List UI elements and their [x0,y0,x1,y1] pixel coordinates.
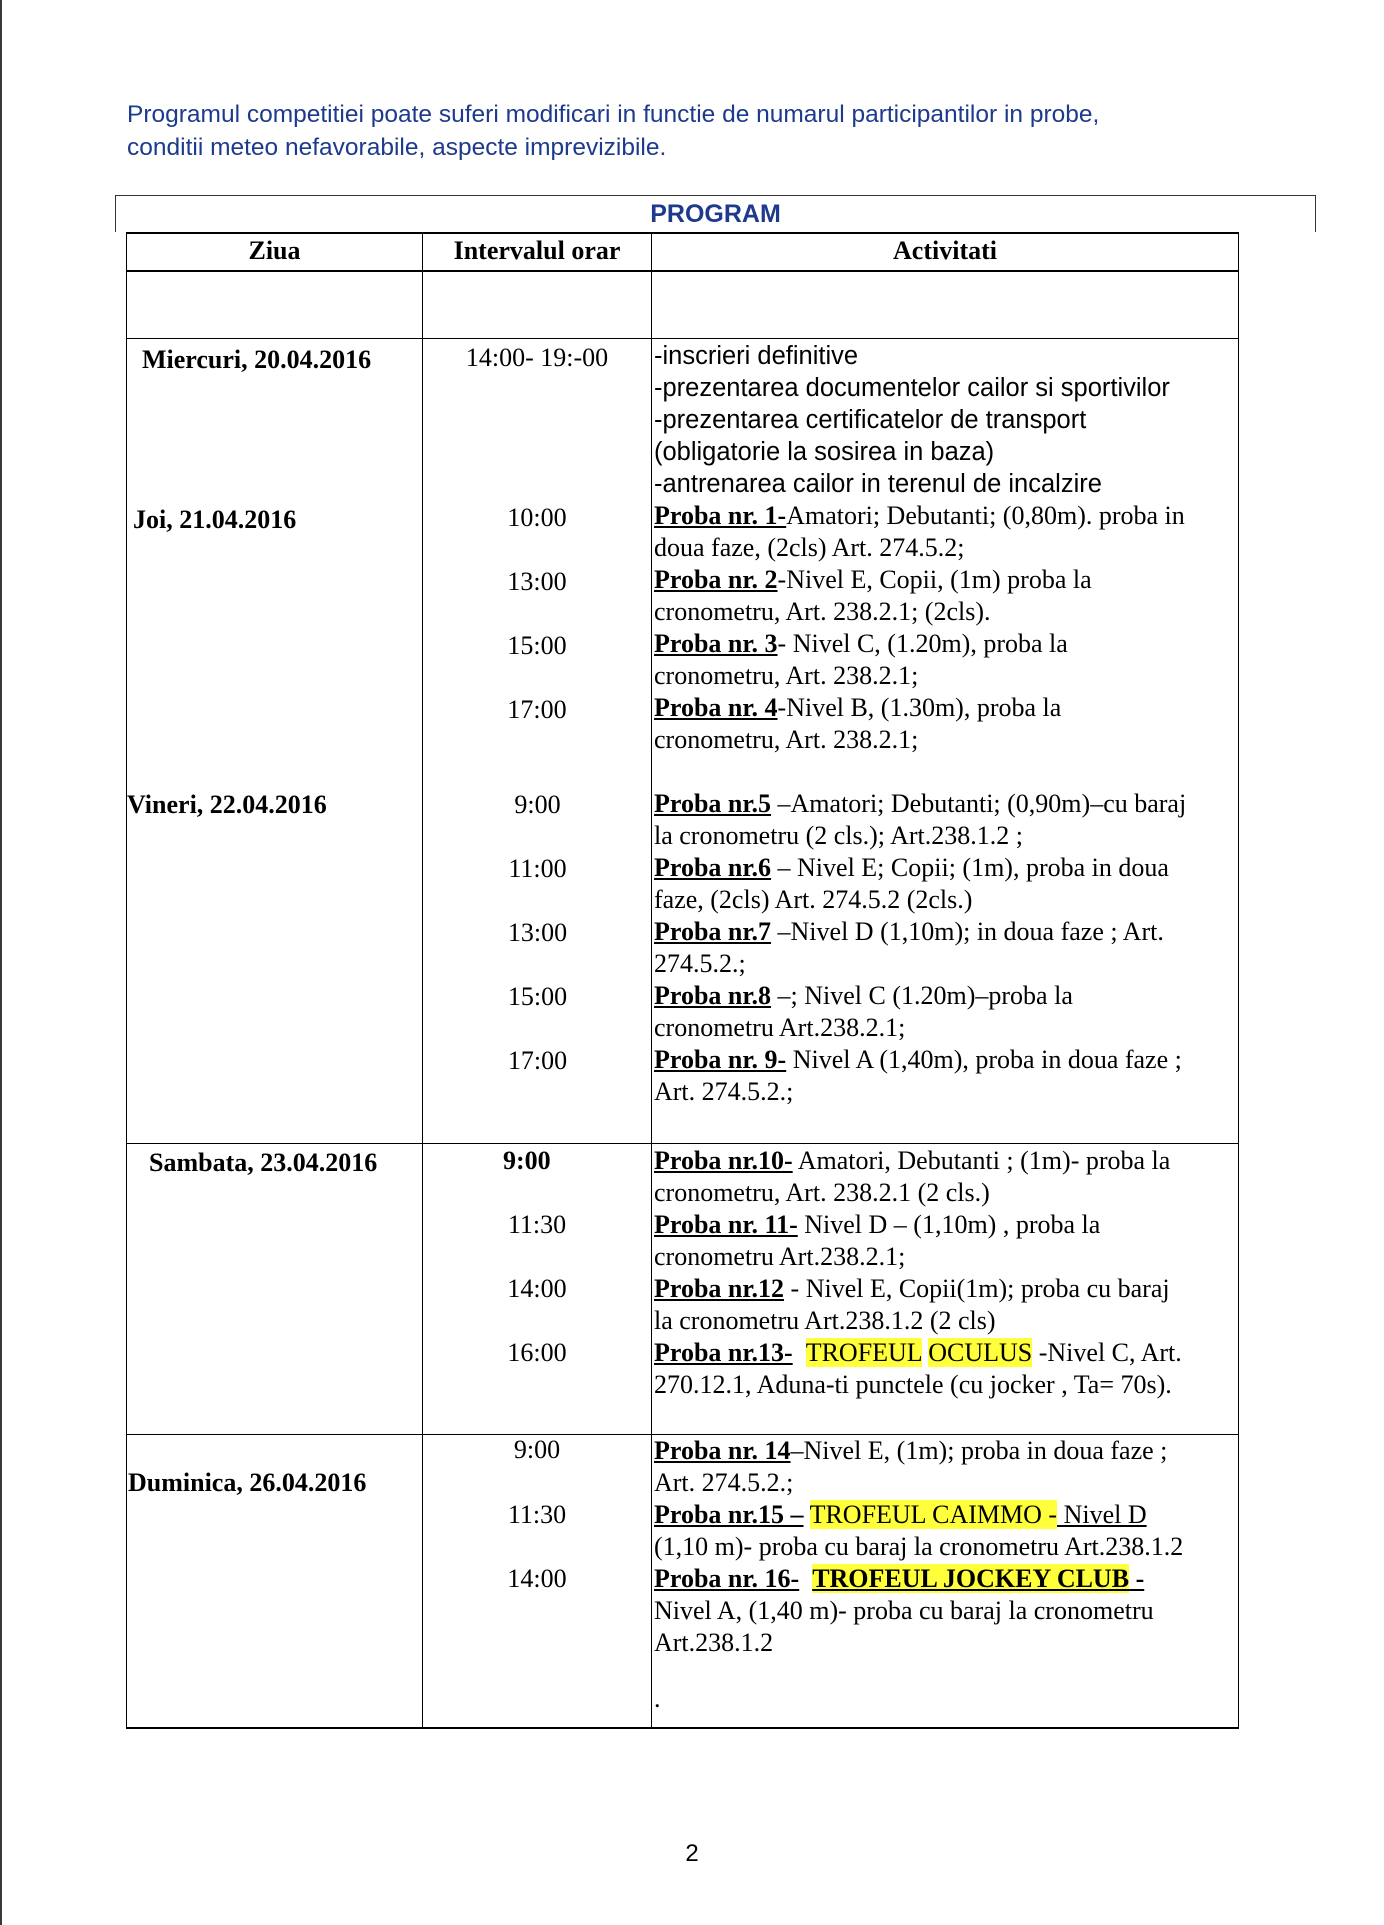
time-label: 13:00 [507,567,567,596]
time-label: 15:00 [507,631,567,660]
activity-line: Art. 274.5.2.; [654,1468,794,1497]
probe-label: Proba nr.6 [654,853,772,882]
activities-cell [652,1144,1239,1435]
trophy-highlight: TROFEUL CAIMMO [809,1500,1042,1529]
trophy-highlight: OCULUS [928,1338,1033,1367]
probe-label: Proba nr. 4 [654,693,778,722]
activity-line: (obligatorie la sosirea in baza) [654,438,995,466]
activity-line: Proba nr. 3- Nivel C, (1.20m), proba la [654,629,1068,658]
header-activities: Activitati [652,233,1239,271]
activity-line: cronometru, Art. 238.2.1; [654,661,919,690]
header-time: Intervalul orar [423,233,652,271]
activity-line: Proba nr. 16- TROFEUL JOCKEY CLUB - [654,1564,1145,1593]
table-row [127,339,1239,1144]
day-label: Joi, 21.04.2016 [133,505,297,534]
day-label: Vineri, 22.04.2016 [127,790,327,819]
program-banner [115,195,1316,232]
probe-label: Proba nr.15 – [654,1500,804,1529]
day-label: Duminica, 26.04.2016 [128,1468,367,1497]
day-cell [127,1435,423,1729]
activity-line: 270.12.1, Aduna-ti punctele (cu jocker , Ta= 70s). [654,1370,1172,1399]
probe-label: Proba nr.7 [654,917,772,946]
probe-label: Proba nr. 11- [654,1210,798,1239]
activity-line: doua faze, (2cls) Art. 274.5.2; [654,533,965,562]
activity-line: Proba nr. 9- Nivel A (1,40m), proba in doua faze ; [654,1045,1182,1074]
activity-line: Art. 274.5.2.; [654,1077,794,1106]
activity-line: cronometru, Art. 238.2.1 (2 cls.) [654,1178,990,1207]
time-label: 15:00 [507,982,568,1011]
probe-label: Proba nr. 3 [654,629,778,658]
intro-note [127,98,1307,164]
activity-line: (1,10 m)- proba cu baraj la cronometru Art.238.1.2 [654,1532,1184,1561]
program-title: PROGRAM [650,200,781,228]
activity-line: Proba nr.12 - Nivel E, Copii(1m); proba cu baraj [654,1274,1170,1303]
activity-line: 274.5.2.; [654,949,746,978]
activity-line: -inscrieri definitive [654,342,859,370]
probe-label: Proba nr. 16- [654,1564,800,1593]
time-cell [423,1435,652,1729]
day-cell [127,1144,423,1435]
time-label: 9:00 [514,790,561,819]
probe-label: Proba nr.5 [654,789,772,818]
time-label: 13:00 [507,918,568,947]
activity-line: Proba nr. 4-Nivel B, (1.30m), proba la [654,693,1062,722]
activity-line: Proba nr.15 – TROFEUL CAIMMO - Nivel D [654,1500,1147,1529]
trailing-dot: . [654,1684,661,1713]
activity-line: Art.238.1.2 [654,1628,774,1657]
intro-line-2: conditii meteo nefavorabile, aspecte imprevizibile. [127,134,667,161]
table-row [127,1144,1239,1435]
day-label: Sambata, 23.04.2016 [149,1148,378,1177]
activity-line: cronometru Art.238.2.1; [654,1242,906,1271]
header-day: Ziua [127,233,423,271]
activity-line: -prezentarea certificatelor de transport [654,406,1087,434]
activity-line: Proba nr.8 –; Nivel C (1.20m)–proba la [654,981,1073,1010]
time-label: 14:00 [507,1274,567,1303]
activities-cell [652,1435,1239,1729]
day-cell [127,339,423,1144]
probe-label: Proba nr.8 [654,981,772,1010]
table-row [127,1435,1239,1729]
activity-line: Proba nr.5 –Amatori; Debutanti; (0,90m)–cu baraj [654,789,1187,818]
activity-line: Proba nr.6 – Nivel E; Copii; (1m), proba in doua [654,853,1169,882]
time-label: 14:00 [507,1564,567,1593]
activity-line: Nivel A, (1,40 m)- proba cu baraj la cronometru [654,1596,1154,1625]
probe-label: Proba nr.10- [654,1146,793,1175]
activity-line: Proba nr.13- TROFEUL OCULUS -Nivel C, Art. [654,1338,1182,1367]
time-label: 14:00- 19:-00 [465,343,609,372]
probe-label: Proba nr. 1- [654,501,787,530]
time-label: 11:30 [507,1210,567,1239]
time-label: 17:00 [507,1046,568,1075]
trophy-highlight: TROFEUL [805,1338,922,1367]
activity-line: cronometru Art.238.2.1; [654,1013,906,1042]
empty-row [127,271,1239,339]
activity-line: faze, (2cls) Art. 274.5.2 (2cls.) [654,885,973,914]
page-left-edge [0,0,2,1925]
probe-label: Proba nr. 2 [654,565,778,594]
probe-label: Proba nr. 9- [654,1045,787,1074]
activity-line: Proba nr. 2-Nivel E, Copii, (1m) proba la [654,565,1092,594]
day-label: Miercuri, 20.04.2016 [142,345,372,374]
time-cell [423,1144,652,1435]
activities-cell [652,339,1239,1144]
time-label: 10:00 [507,503,567,532]
trophy-highlight: TROFEUL JOCKEY CLUB [812,1564,1130,1593]
activity-line: Proba nr. 14–Nivel E, (1m); proba in doua faze ; [654,1436,1168,1465]
activity-line: -antrenarea cailor in terenul de incalzire [654,470,1102,498]
activity-line: Proba nr.10- Amatori, Debutanti ; (1m)- proba la [654,1146,1171,1175]
time-label: 11:30 [507,1500,567,1529]
time-label: 17:00 [507,695,567,724]
activity-line: Proba nr. 1-Amatori; Debutanti; (0,80m). proba in [654,501,1185,530]
time-label: 11:00 [508,854,567,883]
intro-line-1: Programul competitiei poate suferi modificari in functie de numarul participantilor in probe, [127,101,1100,128]
time-cell [423,339,652,1144]
activity-line: cronometru, Art. 238.2.1; [654,725,919,754]
time-label: 9:00 [513,1435,561,1464]
activity-line: la cronometru Art.238.1.2 (2 cls) [654,1306,996,1335]
activity-line: Proba nr.7 –Nivel D (1,10m); in doua faze ; Art. [654,917,1164,946]
probe-label: Proba nr. 14 [654,1436,791,1465]
activity-line: Proba nr. 11- Nivel D – (1,10m) , proba la [654,1210,1101,1239]
probe-label: Proba nr.13- [654,1338,793,1367]
activity-line: cronometru, Art. 238.2.1; (2cls). [654,597,991,626]
time-label: 9:00 [503,1146,551,1175]
probe-label: Proba nr.12 [654,1274,785,1303]
table-header-row [127,233,1239,271]
activity-line: la cronometru (2 cls.); Art.238.1.2 ; [654,821,1023,850]
activity-line: -prezentarea documentelor cailor si sportivilor [654,374,1170,402]
page-number: 2 [685,1840,699,1867]
schedule-table [126,232,1239,1729]
time-label: 16:00 [507,1338,567,1367]
